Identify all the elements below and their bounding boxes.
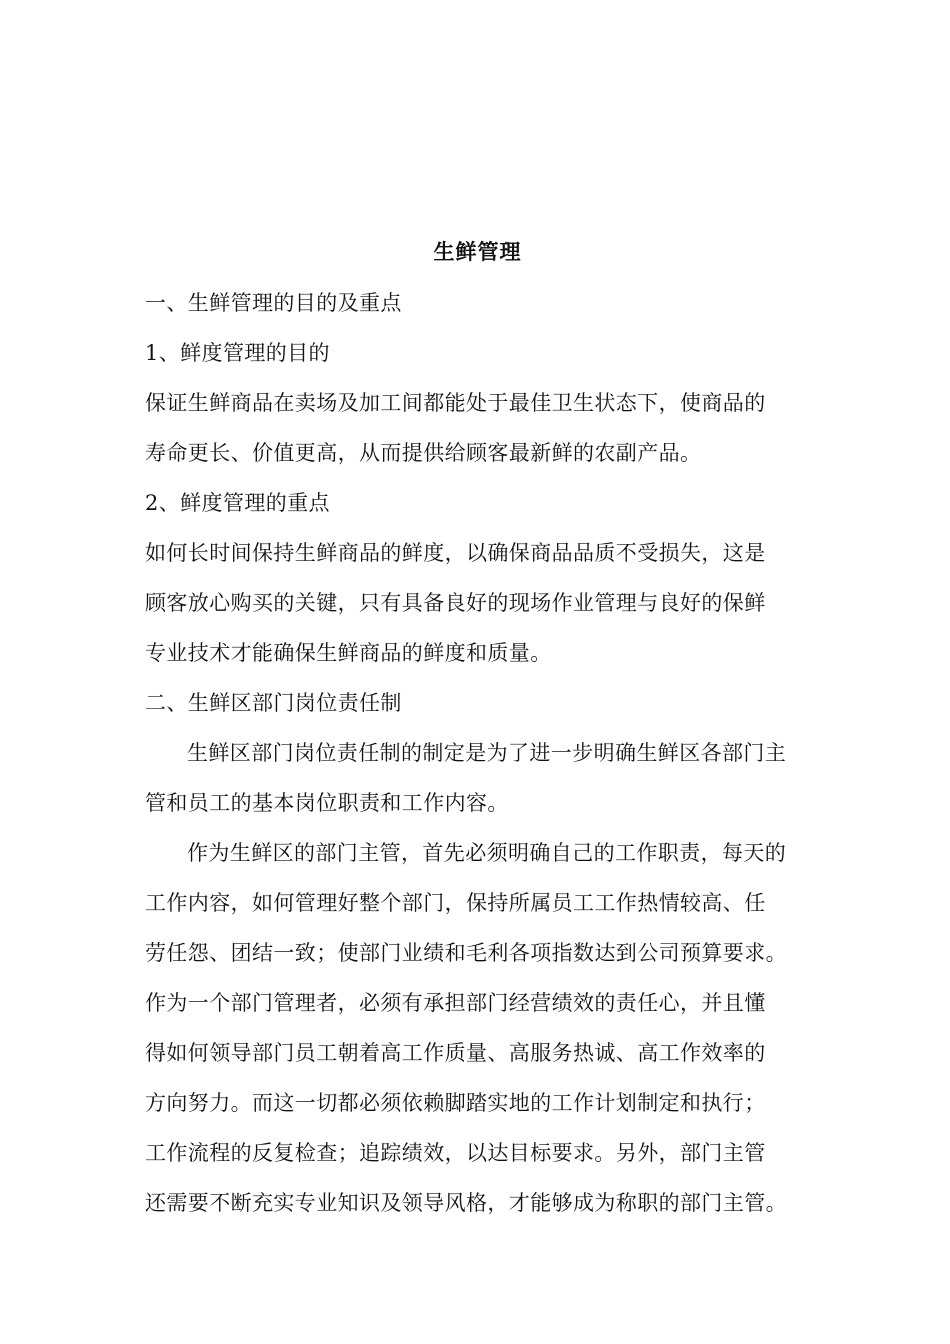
- text-line: 寿命更长、价值更高，从而提供给顾客最新鲜的农副产品。: [145, 441, 702, 465]
- text-line: 工作内容，如何管理好整个部门，保持所属员工工作热情较高、任: [145, 891, 766, 915]
- text-line: 保证生鲜商品在卖场及加工间都能处于最佳卫生状态下，使商品的: [145, 391, 766, 415]
- text-line: 如何长时间保持生鲜商品的鲜度，以确保商品品质不受损失，这是: [145, 541, 766, 565]
- document-title: 生鲜管理: [433, 240, 522, 264]
- text-line: 顾客放心购买的关键，只有具备良好的现场作业管理与良好的保鲜: [145, 591, 766, 615]
- text-line: 工作流程的反复检查；追踪绩效，以达目标要求。另外，部门主管: [145, 1141, 766, 1165]
- paragraph-responsibility-intro: [145, 728, 810, 828]
- text-line: 方向努力。而这一切都必须依赖脚踏实地的工作计划制定和执行；: [145, 1091, 766, 1115]
- text-line: 管和员工的基本岗位职责和工作内容。: [145, 791, 509, 815]
- text-line: 1、鲜度管理的目的: [145, 341, 330, 365]
- text-line: 2、鲜度管理的重点: [145, 491, 330, 515]
- paragraph-freshness-purpose: [145, 378, 810, 478]
- subsection-heading-2: [145, 478, 810, 528]
- section-heading-1: [145, 278, 810, 328]
- text-line: 一、生鲜管理的目的及重点: [145, 291, 402, 315]
- text-line: 得如何领导部门员工朝着高工作质量、高服务热诚、高工作效率的: [145, 1041, 766, 1065]
- text-line: 作为生鲜区的部门主管，首先必须明确自己的工作职责，每天的: [187, 841, 787, 865]
- text-line: 生鲜区部门岗位责任制的制定是为了进一步明确生鲜区各部门主: [187, 741, 787, 765]
- text-line: 二、生鲜区部门岗位责任制: [145, 691, 402, 715]
- text-line: 专业技术才能确保生鲜商品的鲜度和质量。: [145, 641, 552, 665]
- text-line: 作为一个部门管理者，必须有承担部门经营绩效的责任心，并且懂: [145, 991, 766, 1015]
- document-body: [145, 228, 810, 1228]
- subsection-heading-1: [145, 328, 810, 378]
- section-heading-2: [145, 678, 810, 728]
- text-line: 还需要不断充实专业知识及领导风格，才能够成为称职的部门主管。: [145, 1191, 787, 1215]
- text-line: 劳任怨、团结一致；使部门业绩和毛利各项指数达到公司预算要求。: [145, 941, 787, 965]
- paragraph-supervisor-duties: [145, 828, 810, 1228]
- paragraph-freshness-key-points: [145, 528, 810, 678]
